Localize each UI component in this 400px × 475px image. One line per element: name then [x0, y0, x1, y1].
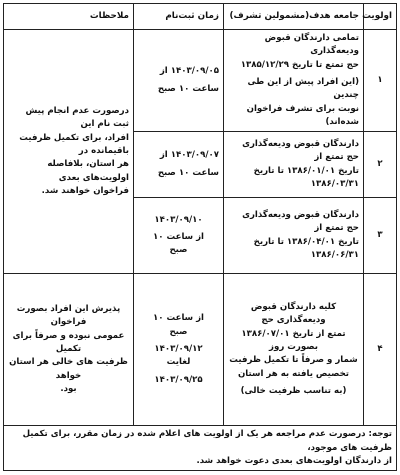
time-line: لغایت [166, 357, 191, 368]
notes-line: فراخوان خواهند شد. [41, 185, 129, 196]
time-line: ساعت ۱۰ صبح [157, 83, 219, 94]
table-row [4, 274, 397, 426]
time-line: از ساعت ۱۰ [152, 232, 205, 243]
priority-cell: ۱ [364, 30, 397, 132]
notes-line: ظرفیت های خالی هر استان خواهد [9, 357, 128, 381]
notes-line: عمومی نبوده و صرفاً برای تکمیل [12, 330, 125, 355]
target-line: کلیه دارندگان قبوض ودیعه‌گذاری حج [250, 302, 337, 326]
target-line: تاریخ ۱۳۸۶/۰۴/۰۱ تا تاریخ [253, 236, 359, 247]
time-line: صبح [169, 326, 188, 337]
header-registration-time: زمان ثبت‌نام [134, 4, 224, 30]
target-line: دارندگان قبوض ودیعه‌گذاری حج تمتع از [242, 210, 359, 234]
time-line: از ساعت ۱۰ [152, 313, 205, 324]
header-target-group: جامعه هدف(مشمولین تشرف) [224, 4, 364, 30]
time-line: ۱۴۰۳/۰۹/۲۵ [154, 374, 203, 385]
header-priority: اولویت [364, 4, 397, 30]
target-line: تمامی دارندگان قبوض ودیعه‌گذاری [264, 33, 359, 57]
time-line: ۱۴۰۳/۰۹/۱۲ [154, 344, 203, 355]
target-group-cell [224, 132, 364, 198]
target-line: ۱۳۸۶/۰۳/۳۱ [310, 179, 359, 189]
notes-line: درصورت عدم انجام پیش ثبت نام این [25, 106, 129, 130]
registration-time-cell [134, 274, 224, 426]
target-line: ۱۳۸۶/۰۶/۳۱ [310, 250, 359, 260]
target-line: حج تمتع تا تاریخ ۱۳۸۵/۱۲/۲۹ [240, 59, 359, 70]
target-line: تاریخ ۱۳۸۶/۰۱/۰۱ تا تاریخ [253, 165, 359, 176]
priority-cell: ۲ [364, 132, 397, 198]
footer-note-line: توجه: درصورت عدم مراجعه هر یک از اولویت های اعلام شده در زمان مقرر، برای تکمیل ظرفیت های موجود، [22, 429, 392, 453]
notes-line: هر استان، بلافاصله اولویت‌های بعدی [47, 159, 129, 183]
target-line: شمار و صرفاً تا تکمیل ظرفیت [229, 355, 358, 366]
footer-note-row [4, 426, 397, 471]
table-header-row [4, 4, 397, 30]
target-line: (به تناسب ظرفیت خالی) [240, 385, 347, 396]
time-line: ۱۴۰۳/۰۹/۱۰ [154, 214, 203, 225]
target-line: (این افراد پیش از این طی چندین [247, 76, 359, 101]
time-line: ۱۴۰۳/۰۹/۰۵ از [159, 66, 219, 77]
notes-line: پذیرش این افراد بصورت فراخوان [16, 304, 121, 328]
notes-cell [4, 274, 134, 426]
target-line: تمتع از تاریخ ۱۳۸۶/۰۷/۰۱ بصورت روز [241, 328, 346, 353]
target-line: تخصیص یافته به هر استان [237, 368, 350, 379]
registration-time-cell [134, 198, 224, 274]
target-group-cell [224, 274, 364, 426]
time-line: ۱۴۰۳/۰۹/۰۷ از [159, 150, 219, 161]
target-group-cell [224, 30, 364, 132]
priority-cell: ۴ [364, 274, 397, 426]
header-notes: ملاحظات [4, 4, 134, 30]
priority-cell: ۳ [364, 198, 397, 274]
target-group-cell [224, 198, 364, 274]
target-line: دارندگان قبوض ودیعه‌گذاری حج تمتع از [242, 139, 359, 163]
notes-cell [4, 30, 134, 274]
notes-line: بود. [60, 383, 77, 394]
table-row [4, 30, 397, 132]
notes-line: افراد، برای تکمیل ظرفیت باقیمانده در [19, 132, 129, 156]
registration-schedule-table [3, 3, 397, 471]
target-line: نوبت برای تشرف فراخوان شده‌اند) [246, 103, 359, 127]
footer-note-line: از دارندگان اولویت‌های بعدی دعوت خواهد شد. [196, 455, 392, 466]
footer-note [4, 426, 397, 471]
time-line: صبح [169, 245, 188, 256]
time-line: ساعت ۱۰ صبح [157, 167, 219, 178]
registration-time-cell [134, 30, 224, 132]
registration-time-cell [134, 132, 224, 198]
